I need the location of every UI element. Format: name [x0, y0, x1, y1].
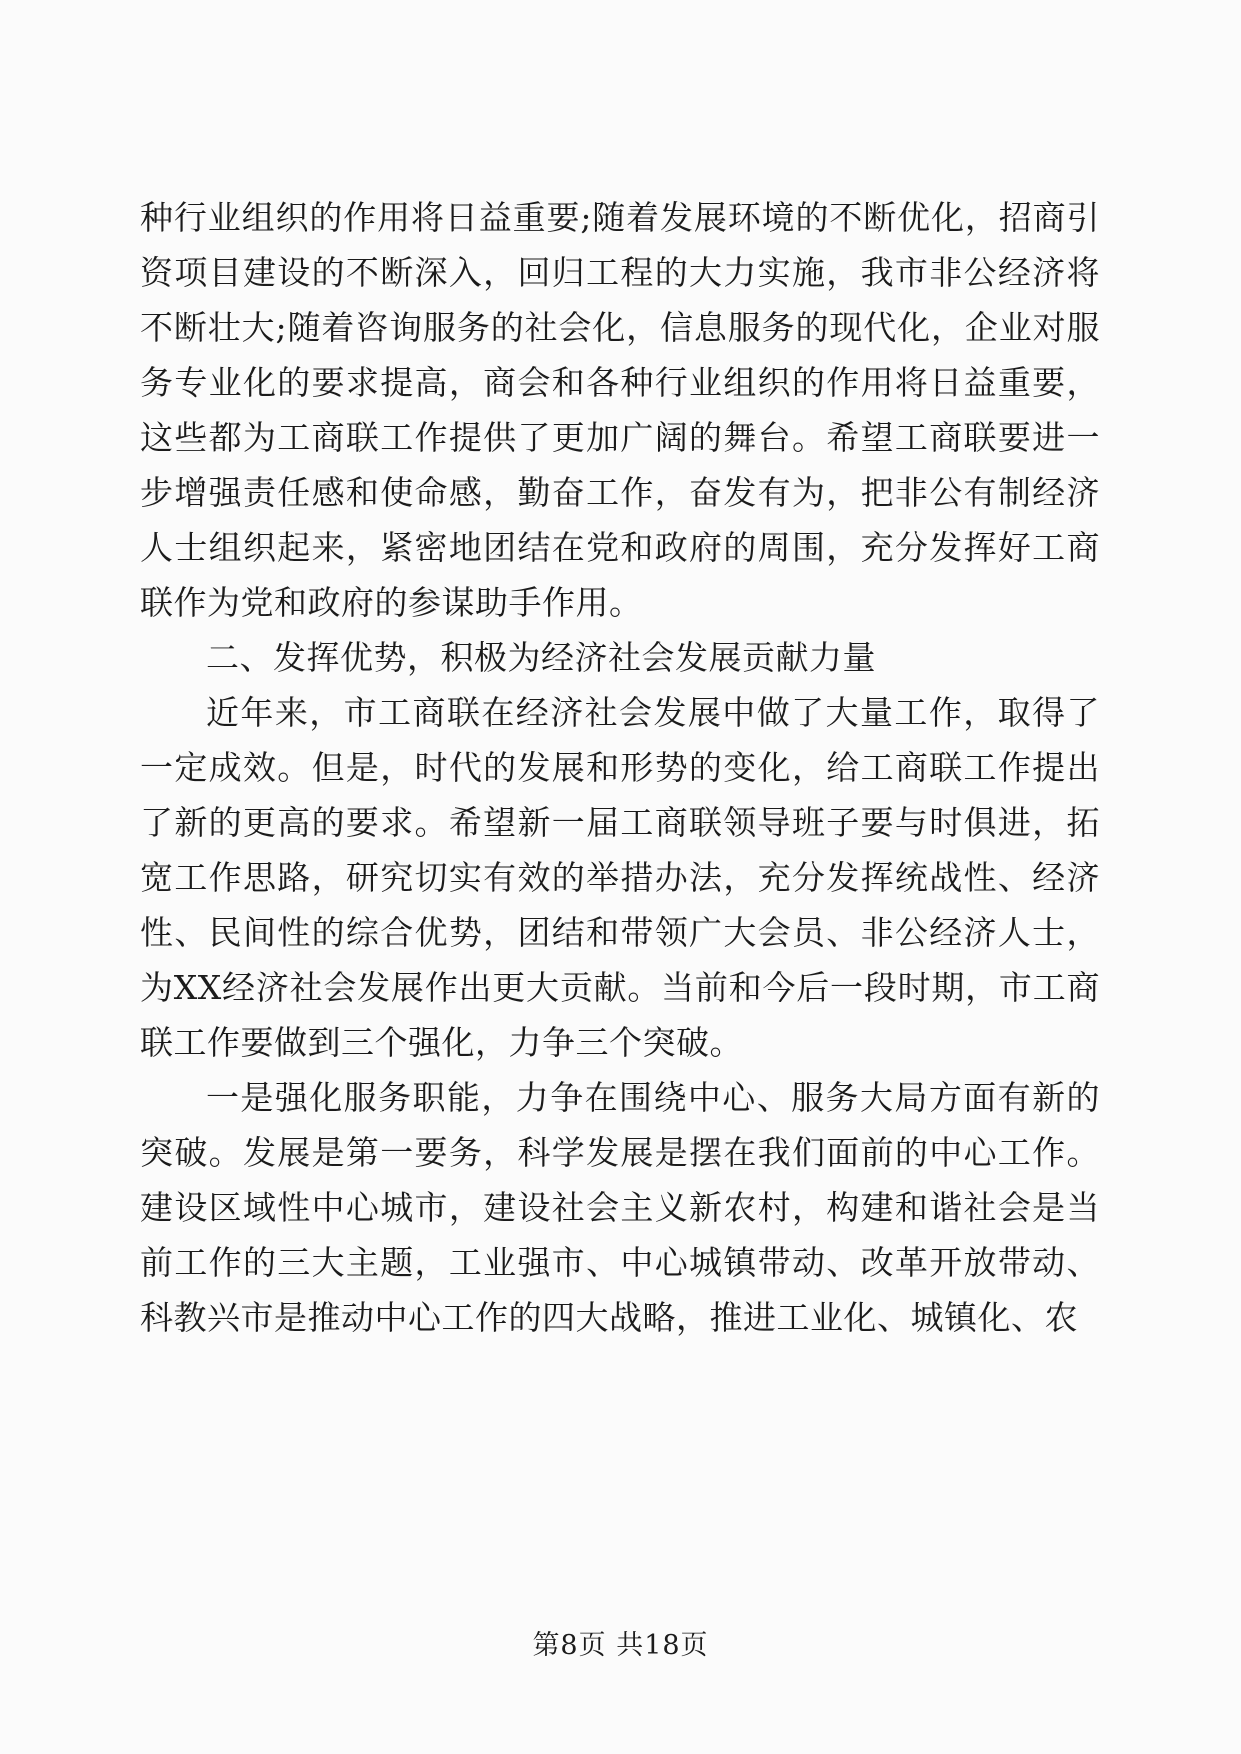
- paragraph-4: 一是强化服务职能，力争在围绕中心、服务大局方面有新的突破。发展是第一要务，科学发展是摆在我们面前的中心工作。建设区域性中心城市，建设社会主义新农村，构建和谐社会是当前工作的三大主题，工业强市、中心城镇带动、改革开放带动、科教兴市是推动中心工作的四大战略，推进工业化、城镇化、农: [140, 1078, 1100, 1337]
- paragraph-1: 种行业组织的作用将日益重要;随着发展环境的不断优化，招商引资项目建设的不断深入，回归工程的大力实施，我市非公经济将不断壮大;随着咨询服务的社会化，信息服务的现代化，企业对服务专业化的要求提高，商会和各种行业组织的作用将日益重要，这些都为工商联工作提供了更加广阔的舞台。希望工商联要进一步增强责任感和使命感，勤奋工作，奋发有为，把非公有制经济人士组织起来，紧密地团结在党和政府的周围，充分发挥好工商联作为党和政府的参谋助手作用。: [140, 198, 1100, 622]
- page-footer: 第8页 共18页: [532, 1630, 709, 1661]
- section-heading-two: 二、发挥优势，积极为经济社会发展贡献力量: [206, 638, 876, 677]
- document-body: [140, 190, 1100, 1345]
- paragraph-3: 近年来，市工商联在经济社会发展中做了大量工作，取得了一定成效。但是，时代的发展和形势的变化，给工商联工作提出了新的更高的要求。希望新一届工商联领导班子要与时俱进，拓宽工作思路，研究切实有效的举措办法，充分发挥统战性、经济性、民间性的综合优势，团结和带领广大会员、非公经济人士，为XX经济社会发展作出更大贡献。当前和今后一段时期，市工商联工作要做到三个强化，力争三个突破。: [140, 693, 1100, 1062]
